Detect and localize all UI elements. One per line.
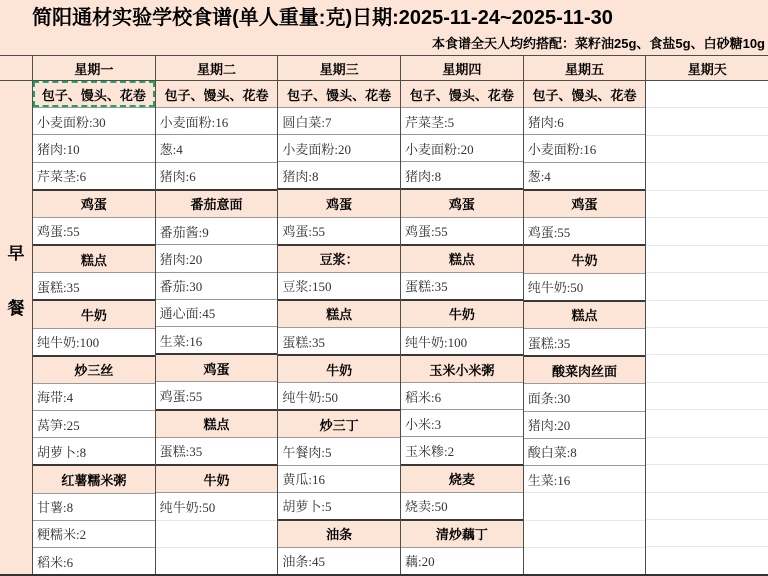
dish-header-cell[interactable]: 牛奶 [33, 299, 155, 327]
ingredient-cell[interactable]: 小麦面粉:16 [156, 107, 278, 134]
ingredient-cell[interactable]: 通心面:45 [156, 299, 278, 326]
weekday-header-cell[interactable]: 星期一 [33, 55, 155, 81]
ingredient-cell[interactable]: 纯牛奶:100 [401, 327, 523, 354]
ingredient-cell[interactable]: 纯牛奶:50 [524, 273, 646, 300]
ingredient-cell[interactable]: 猪肉:20 [156, 244, 278, 271]
ingredient-cell[interactable]: 海带:4 [33, 383, 155, 410]
ingredient-cell[interactable]: 圆白菜:7 [278, 107, 400, 134]
ingredient-cell[interactable]: 小麦面粉:16 [524, 134, 646, 161]
ingredient-cell[interactable]: 生菜:16 [156, 326, 278, 353]
ingredient-cell[interactable]: 稻米:6 [401, 382, 523, 409]
meal-section-column [0, 55, 33, 574]
dish-header-cell[interactable]: 红薯糯米粥 [33, 464, 155, 492]
weekday-header-cell[interactable]: 星期四 [401, 55, 523, 81]
dish-header-cell[interactable]: 牛奶 [524, 244, 646, 272]
empty-cell[interactable] [646, 354, 768, 381]
day-column [33, 55, 156, 574]
ingredient-cell[interactable]: 鸡蛋:55 [524, 217, 646, 244]
empty-cell[interactable] [524, 520, 646, 547]
dish-header-cell[interactable]: 鸡蛋 [401, 188, 523, 216]
dish-header-cell[interactable]: 番茄意面 [156, 189, 278, 217]
ingredient-cell[interactable]: 蛋糕:35 [524, 328, 646, 355]
dish-header-cell[interactable]: 炒三丁 [278, 409, 400, 437]
dish-header-cell[interactable]: 油条 [278, 519, 400, 547]
ingredient-cell[interactable]: 午餐肉:5 [278, 437, 400, 464]
ingredient-cell[interactable]: 番茄:30 [156, 272, 278, 299]
dish-header-cell[interactable]: 包子、馒头、花卷 [156, 81, 278, 107]
weekday-header-cell[interactable]: 星期五 [524, 55, 646, 81]
dish-header-cell[interactable]: 酸菜肉丝面 [524, 355, 646, 383]
dish-header-cell[interactable]: 糕点 [401, 244, 523, 272]
ingredient-cell[interactable]: 小米:3 [401, 409, 523, 436]
empty-cell[interactable] [524, 492, 646, 519]
ingredient-cell[interactable]: 葱:4 [156, 134, 278, 161]
dish-header-cell[interactable]: 包子、馒头、花卷 [524, 81, 646, 107]
empty-cell[interactable] [646, 519, 768, 546]
daily-seasoning-note: 本食谱全天人均约搭配：菜籽油25g、食盐5g、白砂糖10g [432, 36, 765, 51]
dish-header-cell[interactable]: 糕点 [278, 299, 400, 327]
dish-header-cell[interactable]: 鸡蛋 [524, 189, 646, 217]
meal-label-breakfast[interactable] [0, 34, 32, 527]
empty-cell[interactable] [646, 217, 768, 244]
subtitle-row[interactable] [0, 30, 768, 55]
ingredient-cell[interactable]: 猪肉:8 [278, 161, 400, 188]
weekday-header-cell[interactable]: 星期天 [646, 55, 768, 81]
dish-header-cell[interactable]: 烧麦 [401, 464, 523, 492]
empty-cell[interactable] [646, 300, 768, 327]
day-column [401, 55, 524, 574]
dish-header-cell[interactable]: 糕点 [156, 409, 278, 437]
ingredient-cell[interactable]: 蛋糕:35 [156, 437, 278, 464]
ingredient-cell[interactable]: 番茄酱:9 [156, 217, 278, 244]
ingredient-cell[interactable]: 猪肉:6 [156, 162, 278, 189]
meal-label-char: 餐 [7, 298, 25, 318]
ingredient-cell[interactable]: 粳糯米:2 [33, 520, 155, 547]
dish-header-cell[interactable]: 糕点 [524, 300, 646, 328]
meal-label-char: 早 [7, 243, 25, 263]
empty-cell[interactable] [646, 492, 768, 519]
day-column [156, 55, 279, 574]
ingredient-cell[interactable]: 稻米:6 [33, 547, 155, 574]
empty-cell[interactable] [156, 520, 278, 547]
empty-cell[interactable] [646, 135, 768, 162]
ingredient-cell[interactable]: 芹菜茎:6 [33, 162, 155, 189]
ingredient-cell[interactable]: 烧卖:50 [401, 492, 523, 519]
day-column [646, 55, 768, 574]
ingredient-cell[interactable]: 猪肉:10 [33, 134, 155, 161]
ingredient-cell[interactable]: 面条:30 [524, 383, 646, 410]
sheet-title: 简阳通材实验学校食谱(单人重量:克)日期:2025-11-24~2025-11-30 [32, 6, 613, 29]
day-columns [33, 55, 768, 574]
dish-header-cell[interactable]: 鸡蛋 [156, 353, 278, 381]
ingredient-cell[interactable]: 鸡蛋:55 [156, 381, 278, 408]
dish-header-cell[interactable]: 包子、馒头、花卷 [33, 81, 155, 107]
empty-cell[interactable] [646, 437, 768, 464]
ingredient-cell[interactable]: 小麦面粉:20 [278, 134, 400, 161]
dish-header-cell[interactable]: 牛奶 [278, 354, 400, 382]
ingredient-cell[interactable]: 葱:4 [524, 162, 646, 189]
day-column [278, 55, 401, 574]
empty-cell[interactable] [646, 327, 768, 354]
empty-cell[interactable] [646, 81, 768, 107]
dish-header-cell[interactable]: 牛奶 [401, 299, 523, 327]
ingredient-cell[interactable]: 胡萝卜:5 [278, 492, 400, 519]
ingredient-cell[interactable]: 黄瓜:16 [278, 465, 400, 492]
ingredient-cell[interactable]: 蛋糕:35 [278, 327, 400, 354]
dish-header-cell[interactable]: 包子、馒头、花卷 [401, 81, 523, 107]
ingredient-cell[interactable]: 纯牛奶:100 [33, 328, 155, 355]
ingredient-cell[interactable]: 小麦面粉:20 [401, 134, 523, 161]
ingredient-cell[interactable]: 芹菜茎:5 [401, 107, 523, 134]
ingredient-cell[interactable]: 鸡蛋:55 [278, 217, 400, 244]
empty-cell[interactable] [646, 272, 768, 299]
empty-cell[interactable] [646, 190, 768, 217]
dish-header-cell[interactable]: 鸡蛋 [33, 189, 155, 217]
empty-cell[interactable] [646, 245, 768, 272]
empty-cell[interactable] [646, 382, 768, 409]
menu-grid [0, 55, 768, 576]
ingredient-cell[interactable]: 鸡蛋:55 [33, 217, 155, 244]
dish-header-cell[interactable]: 炒三丝 [33, 355, 155, 383]
ingredient-cell[interactable]: 胡萝卜:8 [33, 437, 155, 464]
ingredient-cell[interactable]: 酸白菜:8 [524, 438, 646, 465]
ingredient-cell[interactable]: 莴笋:25 [33, 410, 155, 437]
empty-cell[interactable] [646, 107, 768, 134]
weekday-header-cell[interactable]: 星期二 [156, 55, 278, 81]
empty-cell[interactable] [646, 162, 768, 189]
ingredient-cell[interactable]: 玉米糁:2 [401, 436, 523, 463]
dish-header-cell[interactable]: 豆浆： [278, 244, 400, 272]
ingredient-cell[interactable]: 猪肉:20 [524, 411, 646, 438]
ingredient-cell[interactable]: 猪肉:6 [524, 107, 646, 134]
ingredient-cell[interactable]: 油条:45 [278, 547, 400, 574]
ingredient-cell[interactable]: 纯牛奶:50 [278, 382, 400, 409]
dish-header-cell[interactable]: 鸡蛋 [278, 188, 400, 216]
title-row[interactable] [0, 0, 768, 30]
ingredient-cell[interactable]: 鸡蛋:55 [401, 217, 523, 244]
dish-header-cell[interactable]: 清炒藕丁 [401, 519, 523, 547]
ingredient-cell[interactable]: 蛋糕:35 [401, 272, 523, 299]
day-column [524, 55, 647, 574]
ingredient-cell[interactable]: 猪肉:8 [401, 161, 523, 188]
weekday-header-cell[interactable]: 星期三 [278, 55, 400, 81]
dish-header-cell[interactable]: 玉米小米粥 [401, 354, 523, 382]
empty-cell[interactable] [646, 546, 768, 573]
ingredient-cell[interactable]: 小麦面粉:30 [33, 107, 155, 134]
empty-cell[interactable] [646, 464, 768, 491]
dish-header-cell[interactable]: 糕点 [33, 244, 155, 272]
dish-header-cell[interactable]: 包子、馒头、花卷 [278, 81, 400, 107]
ingredient-cell[interactable]: 纯牛奶:50 [156, 492, 278, 519]
ingredient-cell[interactable]: 生菜:16 [524, 465, 646, 492]
empty-cell[interactable] [524, 547, 646, 574]
empty-cell[interactable] [646, 409, 768, 436]
ingredient-cell[interactable]: 豆浆:150 [278, 272, 400, 299]
ingredient-cell[interactable]: 蛋糕:35 [33, 272, 155, 299]
empty-cell[interactable] [156, 547, 278, 574]
ingredient-cell[interactable]: 藕:20 [401, 547, 523, 574]
dish-header-cell[interactable]: 牛奶 [156, 464, 278, 492]
ingredient-cell[interactable]: 甘薯:8 [33, 493, 155, 520]
